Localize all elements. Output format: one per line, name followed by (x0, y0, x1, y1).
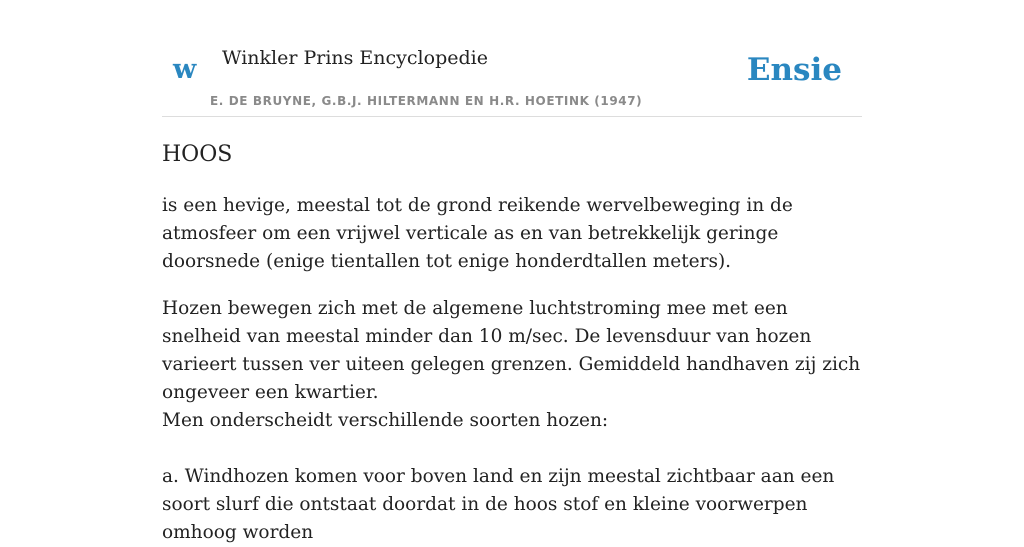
source-logo[interactable]: w (173, 54, 197, 85)
entry-paragraph: is een hevige, meestal tot de grond reikende wervelbeweging in de atmosfeer om een vrijwel verticale as en van betrekkelijk geringe doorsnede (enige tientallen tot enige honderdtallen meters). (162, 195, 793, 272)
article-page (162, 0, 862, 543)
entry-paragraph: Men onderscheidt verschillende soorten hozen: (162, 410, 609, 431)
source-header (162, 0, 862, 117)
entry-title: HOOS (162, 142, 233, 167)
entry-paragraph: a. Windhozen komen voor boven land en zijn meestal zichtbaar aan een soort slurf die ontstaat doordat in de hoos stof en kleine voorwerpen omhoog worden (162, 466, 835, 543)
source-authors: E. DE BRUYNE, G.B.J. HILTERMANN EN H.R. HOETINK (1947) (210, 94, 643, 108)
entry-paragraph: Hozen bewegen zich met de algemene luchtstroming mee met een snelheid van meestal minder dan 10 m/sec. De levensduur van hozen varieert tussen ver uiteen gelegen grenzen. Gemiddeld handhaven zij zich ongeveer een kwartier. (162, 298, 861, 403)
brand-logo[interactable]: Ensie (746, 52, 842, 88)
source-title[interactable]: Winkler Prins Encyclopedie (222, 47, 488, 69)
